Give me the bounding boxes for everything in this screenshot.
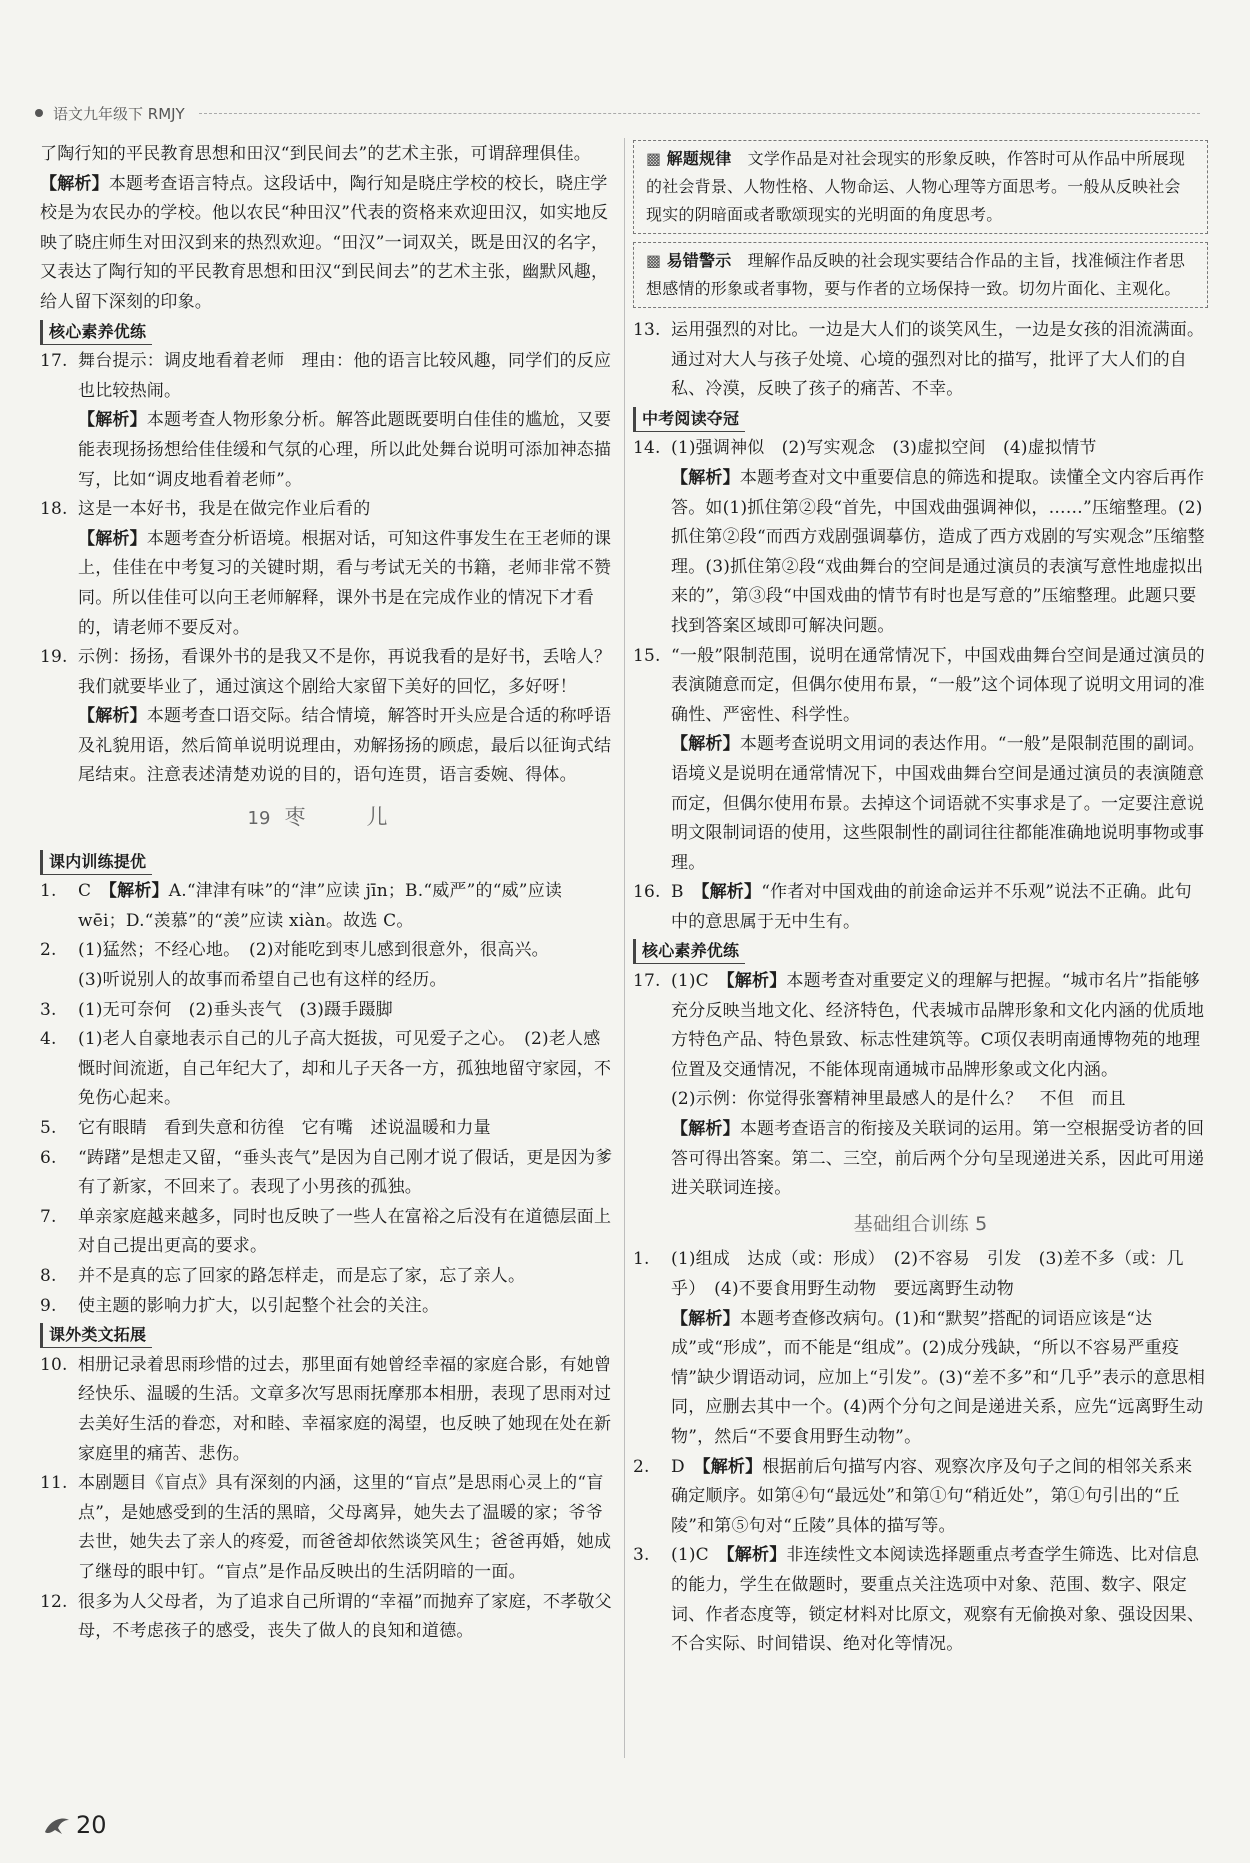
answer-item (40, 1351, 615, 1469)
answer-item (633, 642, 1208, 879)
answer-line: (1)老人自豪地表示自己的儿子高大挺拔，可见爱子之心。 (2)老人感慨时间流逝，自己年纪大了，却和儿子天各一方，孤独地留守家园，不免伤心起来。 (78, 1029, 612, 1109)
answer-line: 很多为人父母者，为了追求自己所谓的“幸福”而抛弃了家庭，不孝敬父母，不考虑孩子的感受，丧失了做人的良知和道德。 (78, 1591, 612, 1642)
answer-number: 12. (40, 1591, 68, 1612)
answer-number: 6. (40, 1147, 57, 1168)
analysis-tag: 【解析】 (78, 410, 147, 431)
answer-body (671, 1245, 1208, 1452)
intro-analysis: 【解析】本题考查语言特点。这段话中，陶行知是晓庄学校的校长，晓庄学校是为农民办的学校。他以农民“种田汉”代表的资格来欢迎田汉，如实地反映了晓庄师生对田汉到来的热烈欢迎。“田汉”一词双关，既是田汉的名字，又表达了陶行知的平民教育思想和田汉“到民间去”的艺术主张，幽默风趣，给人留下深刻的印象。 (40, 173, 609, 312)
answer-number: 8. (40, 1265, 57, 1286)
answer-line: (1)组成 达成（或：形成） (2)不容易 引发 (3)差不多（或：几乎） (4)不要食用野生动物 要远离野生动物 (671, 1249, 1184, 1299)
tip-box-rule (633, 140, 1208, 234)
section-heading: 核心素养优练 (633, 939, 745, 964)
chapter-title-2: 基础组合训练 5 (853, 1212, 988, 1235)
answer-body (78, 347, 615, 495)
answer-number: 2. (633, 1456, 650, 1477)
answer-number: 17. (633, 971, 661, 992)
page-footer (42, 1810, 107, 1840)
answer-number: 19. (40, 647, 68, 668)
chapter-title (40, 803, 615, 834)
answer-item (633, 967, 1208, 1204)
section-heading: 中考阅读夺冠 (633, 407, 745, 432)
answer-body (78, 877, 615, 936)
answer-number: 2. (40, 940, 57, 961)
answer-item (40, 1114, 615, 1144)
answer-body (78, 643, 615, 791)
answer-number: 7. (40, 1206, 57, 1227)
answer-item (40, 996, 615, 1026)
answer-line: (3)听说别人的故事而希望自己也有这样的经历。 (78, 970, 447, 991)
answer-line: (1)无可奈何 (2)垂头丧气 (3)蹑手蹑脚 (78, 999, 393, 1020)
answer-line: 它有眼睛 看到失意和彷徨 它有嘴 述说温暖和力量 (78, 1118, 491, 1138)
chapter-number: 19 (247, 808, 271, 830)
answer-line: 这是一本好书，我是在做完作业后看的 (78, 499, 371, 520)
answer-number: 15. (633, 645, 661, 666)
chapter-name: 枣 儿 (284, 805, 408, 830)
analysis-tag: 【解析】 (726, 971, 787, 992)
answer-number: 9. (40, 1295, 57, 1316)
answer-line: 【解析】本题考查人物形象分析。解答此题既要明白佳佳的尴尬，又要能表现扬扬想给佳佳缓和气氛的心理，所以此处舞台说明可添加神态描写，比如“调皮地看着老师”。 (78, 410, 612, 490)
answer-item (40, 643, 615, 791)
answer-number: 4. (40, 1029, 57, 1050)
answer-item (40, 1262, 615, 1292)
answer-item (40, 1025, 615, 1114)
answer-body (78, 1292, 615, 1322)
answer-item (40, 1144, 615, 1203)
answer-body (671, 316, 1208, 405)
answer-body (78, 996, 615, 1026)
answer-line: 并不是真的忘了回家的路怎样走，而是忘了家，忘了亲人。 (78, 1265, 526, 1286)
answer-number: 14. (633, 438, 661, 459)
answer-line: (1)C 【解析】非连续性文本阅读选择题重点考查学生筛选、比对信息的能力，学生在做题时，要重点关注选项中对象、范围、数字、限定词、作者态度等，锁定材料对比原文，观察有无偷换对象、强设因果、不合实际、时间错误、绝对化等情况。 (671, 1545, 1205, 1655)
answer-number: 10. (40, 1354, 68, 1375)
answer-line: C 【解析】A.“津津有味”的“津”应读 jīn；B.“威严”的“威”应读 wēi；D.“羡慕”的“羡”应读 xiàn。故选 C。 (78, 881, 563, 931)
analysis-tag: 【解析】 (726, 1545, 787, 1566)
answer-body (671, 434, 1208, 641)
tip-text: 理解作品反映的社会现实要结合作品的主旨，找准倾注作者思想感情的形象或者事物，要与作者的立场保持一致。切勿片面化、主观化。 (646, 251, 1186, 298)
answer-item (40, 1203, 615, 1262)
column-divider (624, 138, 625, 1758)
answer-body (671, 1541, 1208, 1659)
answer-line: 单亲家庭越来越多，同时也反映了一些人在富裕之后没有在道德层面上对自己提出更高的要求。 (78, 1206, 612, 1257)
analysis-tag: 【解析】 (78, 706, 147, 727)
answer-item (40, 877, 615, 936)
answer-item (633, 878, 1208, 937)
answer-line: “一般”限制范围，说明在通常情况下，中国戏曲舞台空间是通过演员的表演随意而定，但偶尔使用布景，“一般”这个词体现了说明文用词的准确性、严密性、科学性。 (671, 645, 1205, 725)
analysis-tag: 【解析】 (78, 528, 147, 549)
dolphin-logo-icon (42, 1810, 72, 1840)
answer-number: 16. (633, 882, 661, 903)
answer-line: (1)C 【解析】本题考查对重要定义的理解与把握。“城市名片”指能够充分反映当地文化、经济特色，代表城市品牌形象和文化内涵的优质地方特色产品、特色景致、标志性建筑等。C项仅表明南通博物苑的地理位置及交通情况，不能体现南通城市品牌形象或文化内涵。 (671, 971, 1205, 1080)
answer-number: 3. (40, 999, 57, 1020)
tip-label: ▩ 解题规律 (646, 149, 731, 168)
answer-body (671, 642, 1208, 879)
page-header (35, 100, 1200, 126)
analysis-tag: 【解析】 (671, 1119, 740, 1140)
right-column (633, 140, 1208, 1660)
tip-box-warning (633, 242, 1208, 308)
answer-item (40, 347, 615, 495)
answer-line: 运用强烈的对比。一边是大人们的谈笑风生，一边是女孩的泪流满面。通过对大人与孩子处境、心境的强烈对比的描写，批评了大人们的自私、冷漠，反映了孩子的痛苦、不幸。 (671, 320, 1205, 400)
answer-line: 【解析】本题考查分析语境。根据对话，可知这件事发生在王老师的课上，佳佳在中考复习的关键时期，看与考试无关的书籍，老师非常不赞同。所以佳佳可以向王老师解释，课外书是在完成作业的情况下才看的，请老师不要反对。 (78, 528, 612, 638)
answer-body (78, 1025, 615, 1114)
answer-item (633, 434, 1208, 641)
answer-line: 【解析】本题考查口语交际。结合情境，解答时开头应是合适的称呼语及礼貌用语，然后简单说明说理由，劝解扬扬的顾虑，最后以征询式结尾结束。注意表述清楚劝说的目的，语句连贯，语言委婉、得体。 (78, 706, 612, 786)
header-title: 语文九年级下 RMJY (53, 104, 185, 123)
answer-line: 本剧题目《盲点》具有深刻的内涵，这里的“盲点”是思雨心灵上的“盲点”，是她感受到的生活的黑暗，父母离异，她失去了温暖的家；爷爷去世，她失去了亲人的疼爱，而爸爸却依然谈笑风生；爸爸再婚，她成了继母的眼中钉。“盲点”是作品反映出的生活阴暗的一面。 (78, 1473, 612, 1582)
answer-body (78, 1114, 615, 1144)
answer-number: 13. (633, 320, 661, 340)
answer-line: (1)猛然；不经心地。 (2)对能吃到枣儿感到很意外，很高兴。 (78, 940, 549, 961)
answer-item (633, 316, 1208, 405)
answer-item (40, 1469, 615, 1587)
answer-body (78, 1469, 615, 1587)
answer-line: 【解析】本题考查对文中重要信息的筛选和提取。读懂全文内容后再作答。如(1)抓住第②段“首先，中国戏曲强调神似，……”压缩整理。(2)抓住第②段“而西方戏剧强调摹仿，造成了西方戏剧的写实观念”压缩整理。(3)抓住第②段“戏曲舞台的空间是通过演员的表演写意性地虚拟出来的”，第③段“中国戏曲的情节有时也是写意的”压缩整理。此题只要找到答案区域即可解决问题。 (671, 467, 1205, 636)
answer-body (78, 1262, 615, 1292)
analysis-tag: 【解析】 (700, 882, 762, 903)
answer-line: 【解析】本题考查语言的衔接及关联词的运用。第一空根据受访者的回答可得出答案。第二、三空，前后两个分句呈现递进关系，因此可用递进关联词连接。 (671, 1119, 1205, 1199)
analysis-tag: 【解析】 (671, 1308, 740, 1329)
answer-line: 【解析】本题考查修改病句。(1)和“默契”搭配的词语应该是“达成”或“形成”，而不能是“组成”。(2)成分残缺，“所以不容易严重疫情”缺少谓语动词，应加上“引发”。(3)“差不多”和“几乎”表示的意思相同，应删去其中一个。(4)两个分句之间是递进关系，应先“远离野生动物”，然后“不要食用野生动物”。 (671, 1308, 1206, 1447)
analysis-tag: 【解析】 (40, 173, 109, 194)
answer-line: D 【解析】根据前后句描写内容、观察次序及句子之间的相邻关系来确定顺序。如第④句“最远处”和第①句“稍近处”，第①句引出的“丘陵”和第⑤句对“丘陵”具体的描写等。 (671, 1456, 1193, 1536)
answer-body (78, 1203, 615, 1262)
answer-body (671, 1453, 1208, 1542)
analysis-tag: 【解析】 (702, 1456, 763, 1477)
answer-line: 相册记录着思雨珍惜的过去，那里面有她曾经幸福的家庭合影，有她曾经快乐、温暖的生活。文章多次写思雨抚摩那本相册，表现了思雨对过去美好生活的眷恋，对和睦、幸福家庭的渴望，也反映了她现在处在新家庭里的痛苦、悲伤。 (78, 1354, 612, 1464)
answer-body (78, 1588, 615, 1647)
tip-label: ▩ 易错警示 (646, 251, 731, 270)
analysis-tag: 【解析】 (671, 734, 740, 755)
answer-line: (1)强调神似 (2)写实观念 (3)虚拟空间 (4)虚拟情节 (671, 438, 1097, 459)
answer-line: 使主题的影响力扩大，以引起整个社会的关注。 (78, 1295, 440, 1316)
answer-item (40, 1588, 615, 1647)
tip-text: 文学作品是对社会现实的形象反映，作答时可从作品中所展现的社会背景、人物性格、人物命运、人物心理等方面思考。一般从反映社会现实的阴暗面或者歌颂现实的光明面的角度思考。 (646, 149, 1186, 224)
answer-body (78, 495, 615, 643)
answer-body (78, 936, 615, 995)
answer-line: 【解析】本题考查说明文用词的表达作用。“一般”是限制范围的副词。语境义是说明在通常情况下，中国戏曲舞台空间是通过演员的表演随意而定，但偶尔使用布景。去掉这个词语就不实事求是了。一定要注意说明文限制词语的使用，这些限制性的副词往往都能准确地说明事物或事理。 (671, 734, 1205, 873)
answer-line: “踌躇”是想走又留，“垂头丧气”是因为自己刚才说了假话，更是因为爹有了新家，不回来了。表现了小男孩的孤独。 (78, 1147, 613, 1198)
answer-number: 18. (40, 499, 68, 520)
answer-line: 舞台提示：调皮地看着老师 理由：他的语言比较风趣，同学们的反应也比较热闹。 (78, 351, 612, 401)
answer-body (671, 878, 1208, 937)
answer-number: 1. (633, 1249, 650, 1270)
answer-number: 5. (40, 1118, 57, 1138)
page-number: 20 (76, 1811, 107, 1839)
answer-number: 11. (40, 1473, 68, 1494)
section-heading: 课内训练提优 (40, 850, 152, 875)
answer-body (78, 1144, 615, 1203)
answer-number: 3. (633, 1545, 650, 1566)
answer-line: 示例：扬扬，看课外书的是我又不是你，再说我看的是好书，丢啥人？我们就要毕业了，通过演这个剧给大家留下美好的回忆，多好呀！ (78, 647, 612, 697)
answer-number: 17. (40, 351, 68, 372)
answer-line: B 【解析】“作者对中国戏曲的前途命运并不乐观”说法不正确。此句中的意思属于无中生有。 (671, 882, 1192, 932)
answer-line: (2)示例：你觉得张謇精神里最感人的是什么？ 不但 而且 (671, 1089, 1126, 1110)
answer-item (633, 1541, 1208, 1659)
header-rule (199, 113, 1200, 114)
answer-body (671, 967, 1208, 1204)
section-heading: 课外类文拓展 (40, 1323, 152, 1348)
answer-item (40, 495, 615, 643)
intro-paragraph: 了陶行知的平民教育思想和田汉“到民间去”的艺术主张，可谓辞理俱佳。 (40, 144, 591, 164)
answer-item (40, 1292, 615, 1322)
bullet-dot-icon (35, 109, 43, 117)
analysis-tag: 【解析】 (108, 881, 169, 902)
left-column (40, 140, 615, 1647)
answer-item (40, 936, 615, 995)
answer-item (633, 1245, 1208, 1452)
section-heading: 核心素养优练 (40, 320, 152, 345)
analysis-tag: 【解析】 (671, 467, 740, 488)
answer-item (633, 1453, 1208, 1542)
answer-number: 1. (40, 881, 57, 902)
answer-body (78, 1351, 615, 1469)
